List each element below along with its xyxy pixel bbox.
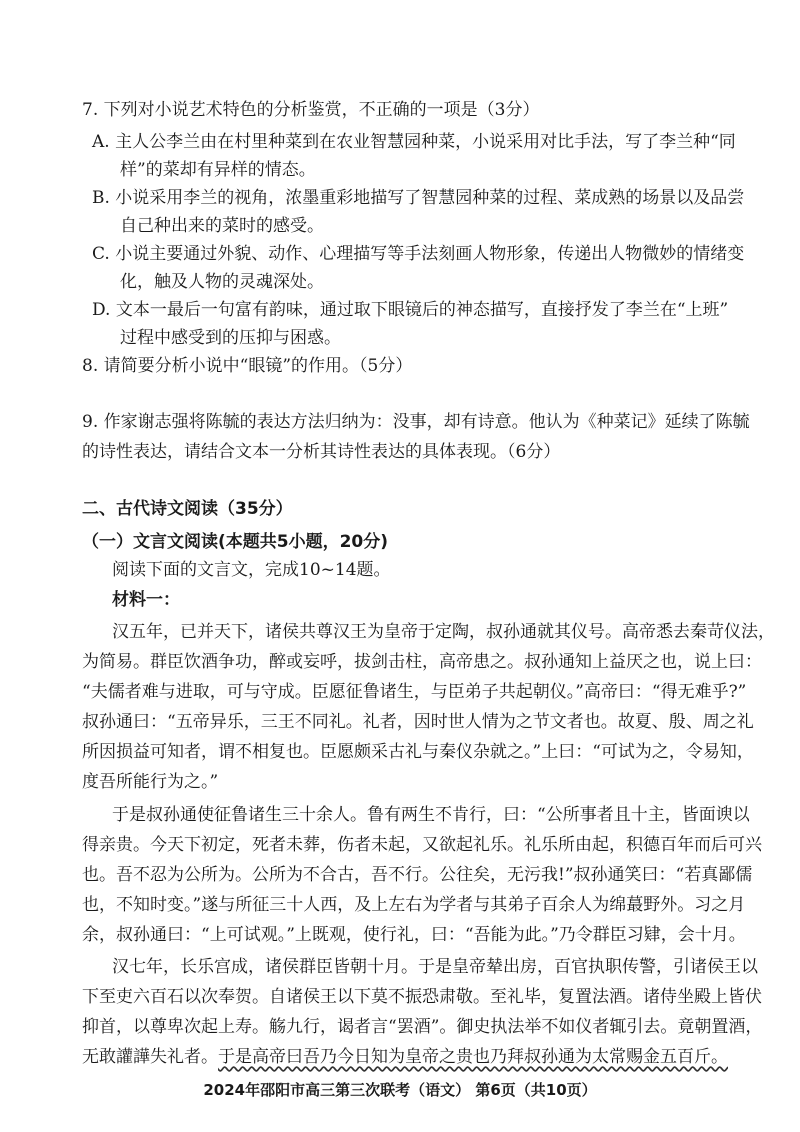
option-d-line-2: 过程中感受到的压抑与困惑。	[120, 328, 341, 348]
section-2-title: 二、古代诗文阅读（35分）	[82, 499, 293, 519]
text-line: 度吾所能行为之。”	[82, 772, 219, 792]
text-line: 为简易。群臣饮酒争功，醉或妄呼，拔剑击柱，高帝患之。叔孙通知上益厌之也，说上曰：	[82, 652, 762, 672]
question-9-line-2: 的诗性表达，请结合文本一分析其诗性表达的具体表现。（6分）	[82, 442, 561, 462]
text-line: 也，不知时变。”遂与所征三十人西，及上左右为学者与其弟子百余人为绵蕞野外。习之月	[82, 895, 746, 915]
text-line: 汉五年，已并天下，诸侯共尊汉王为皇帝于定陶，叔孙通就其仪号。高帝悉去秦苛仪法，	[112, 622, 775, 642]
reading-instruction: 阅读下面的文言文，完成10~14题。	[112, 560, 391, 580]
section-2-subtitle: （一）文言文阅读(本题共5小题，20分)	[82, 532, 389, 552]
text-line: 所因损益可知者，谓不相复也。臣愿颇采古礼与秦仪杂就之。”上曰：“可试为之，令易知，	[82, 742, 754, 762]
option-b-line-2: 自己种出来的菜时的感受。	[120, 216, 324, 236]
text-line: 抑首，以尊卑次起上寿。觞九行，谒者言“罢酒”。御史执法举不如仪者辄引去。竟朝置酒，	[82, 1017, 763, 1037]
option-a-line-2: 样”的菜却有异样的情态。	[120, 160, 316, 180]
text-line: 也。吾不忍为公所为。公所为不合古，吾不行。公往矣，无污我!”叔孙通笑曰：“若真鄙儒	[82, 865, 753, 885]
text-line: 于是叔孙通使征鲁诸生三十余人。鲁有两生不肯行，曰：“公所事者且十主，皆面谀以	[112, 805, 750, 825]
option-d-line-1: D. 文本一最后一句富有韵味，通过取下眼镜后的神态描写，直接抒发了李兰在“上班”	[92, 300, 729, 320]
question-7-stem: 7. 下列对小说艺术特色的分析鉴赏，不正确的一项是（3分）	[82, 100, 540, 120]
question-8: 8. 请简要分析小说中“眼镜”的作用。（5分）	[82, 356, 413, 376]
text-line: 下至吏六百石以次奉贺。自诸侯王以下莫不振恐肃敬。至礼毕，复置法酒。诸侍坐殿上皆伏	[82, 987, 762, 1007]
wavy-underlined-sentence: 于是高帝曰吾乃今日知为皇帝之贵也乃拜叔孙通为太常赐金五百斤。	[218, 1047, 728, 1067]
option-a-line-1: A. 主人公李兰由在村里种菜到在农业智慧园种菜，小说采用对比手法，写了李兰种“同	[92, 132, 736, 152]
text-line: 余，叔孙通曰：“上可试观。”上既观，使行礼，曰：“吾能为此。”乃令群臣习肄，会十月。	[82, 925, 746, 945]
page-footer: 2024年邵阳市高三第三次联考（语文） 第6页（共10页）	[203, 1081, 597, 1099]
text-line-last	[82, 1045, 728, 1069]
text-segment: 无敢讙譁失礼者。	[82, 1047, 218, 1067]
text-line: “夫儒者难与进取，可与守成。臣愿征鲁诸生，与臣弟子共起朝仪。”高帝曰：“得无难乎?”	[82, 682, 747, 702]
option-b-line-1: B. 小说采用李兰的视角，浓墨重彩地描写了智慧园种菜的过程、菜成熟的场景以及品尝	[92, 188, 745, 208]
text-line: 叔孙通曰：“五帝异乐，三王不同礼。礼者，因时世人情为之节文者也。故夏、殷、周之礼	[82, 712, 754, 732]
question-9-line-1: 9. 作家谢志强将陈毓的表达方法归纳为：没事，却有诗意。他认为《种菜记》延续了陈毓	[82, 412, 750, 432]
material-label: 材料一：	[112, 590, 180, 610]
option-c-line-2: 化，触及人物的灵魂深处。	[120, 272, 324, 292]
option-c-line-1: C. 小说主要通过外貌、动作、心理描写等手法刻画人物形象，传递出人物微妙的情绪变	[92, 244, 745, 264]
text-line: 得亲贵。今天下初定，死者未葬，伤者未起，又欲起礼乐。礼乐所由起，积德百年而后可兴	[82, 835, 762, 855]
text-line: 汉七年，长乐宫成，诸侯群臣皆朝十月。于是皇帝辇出房，百官执职传警，引诸侯王以	[112, 957, 758, 977]
